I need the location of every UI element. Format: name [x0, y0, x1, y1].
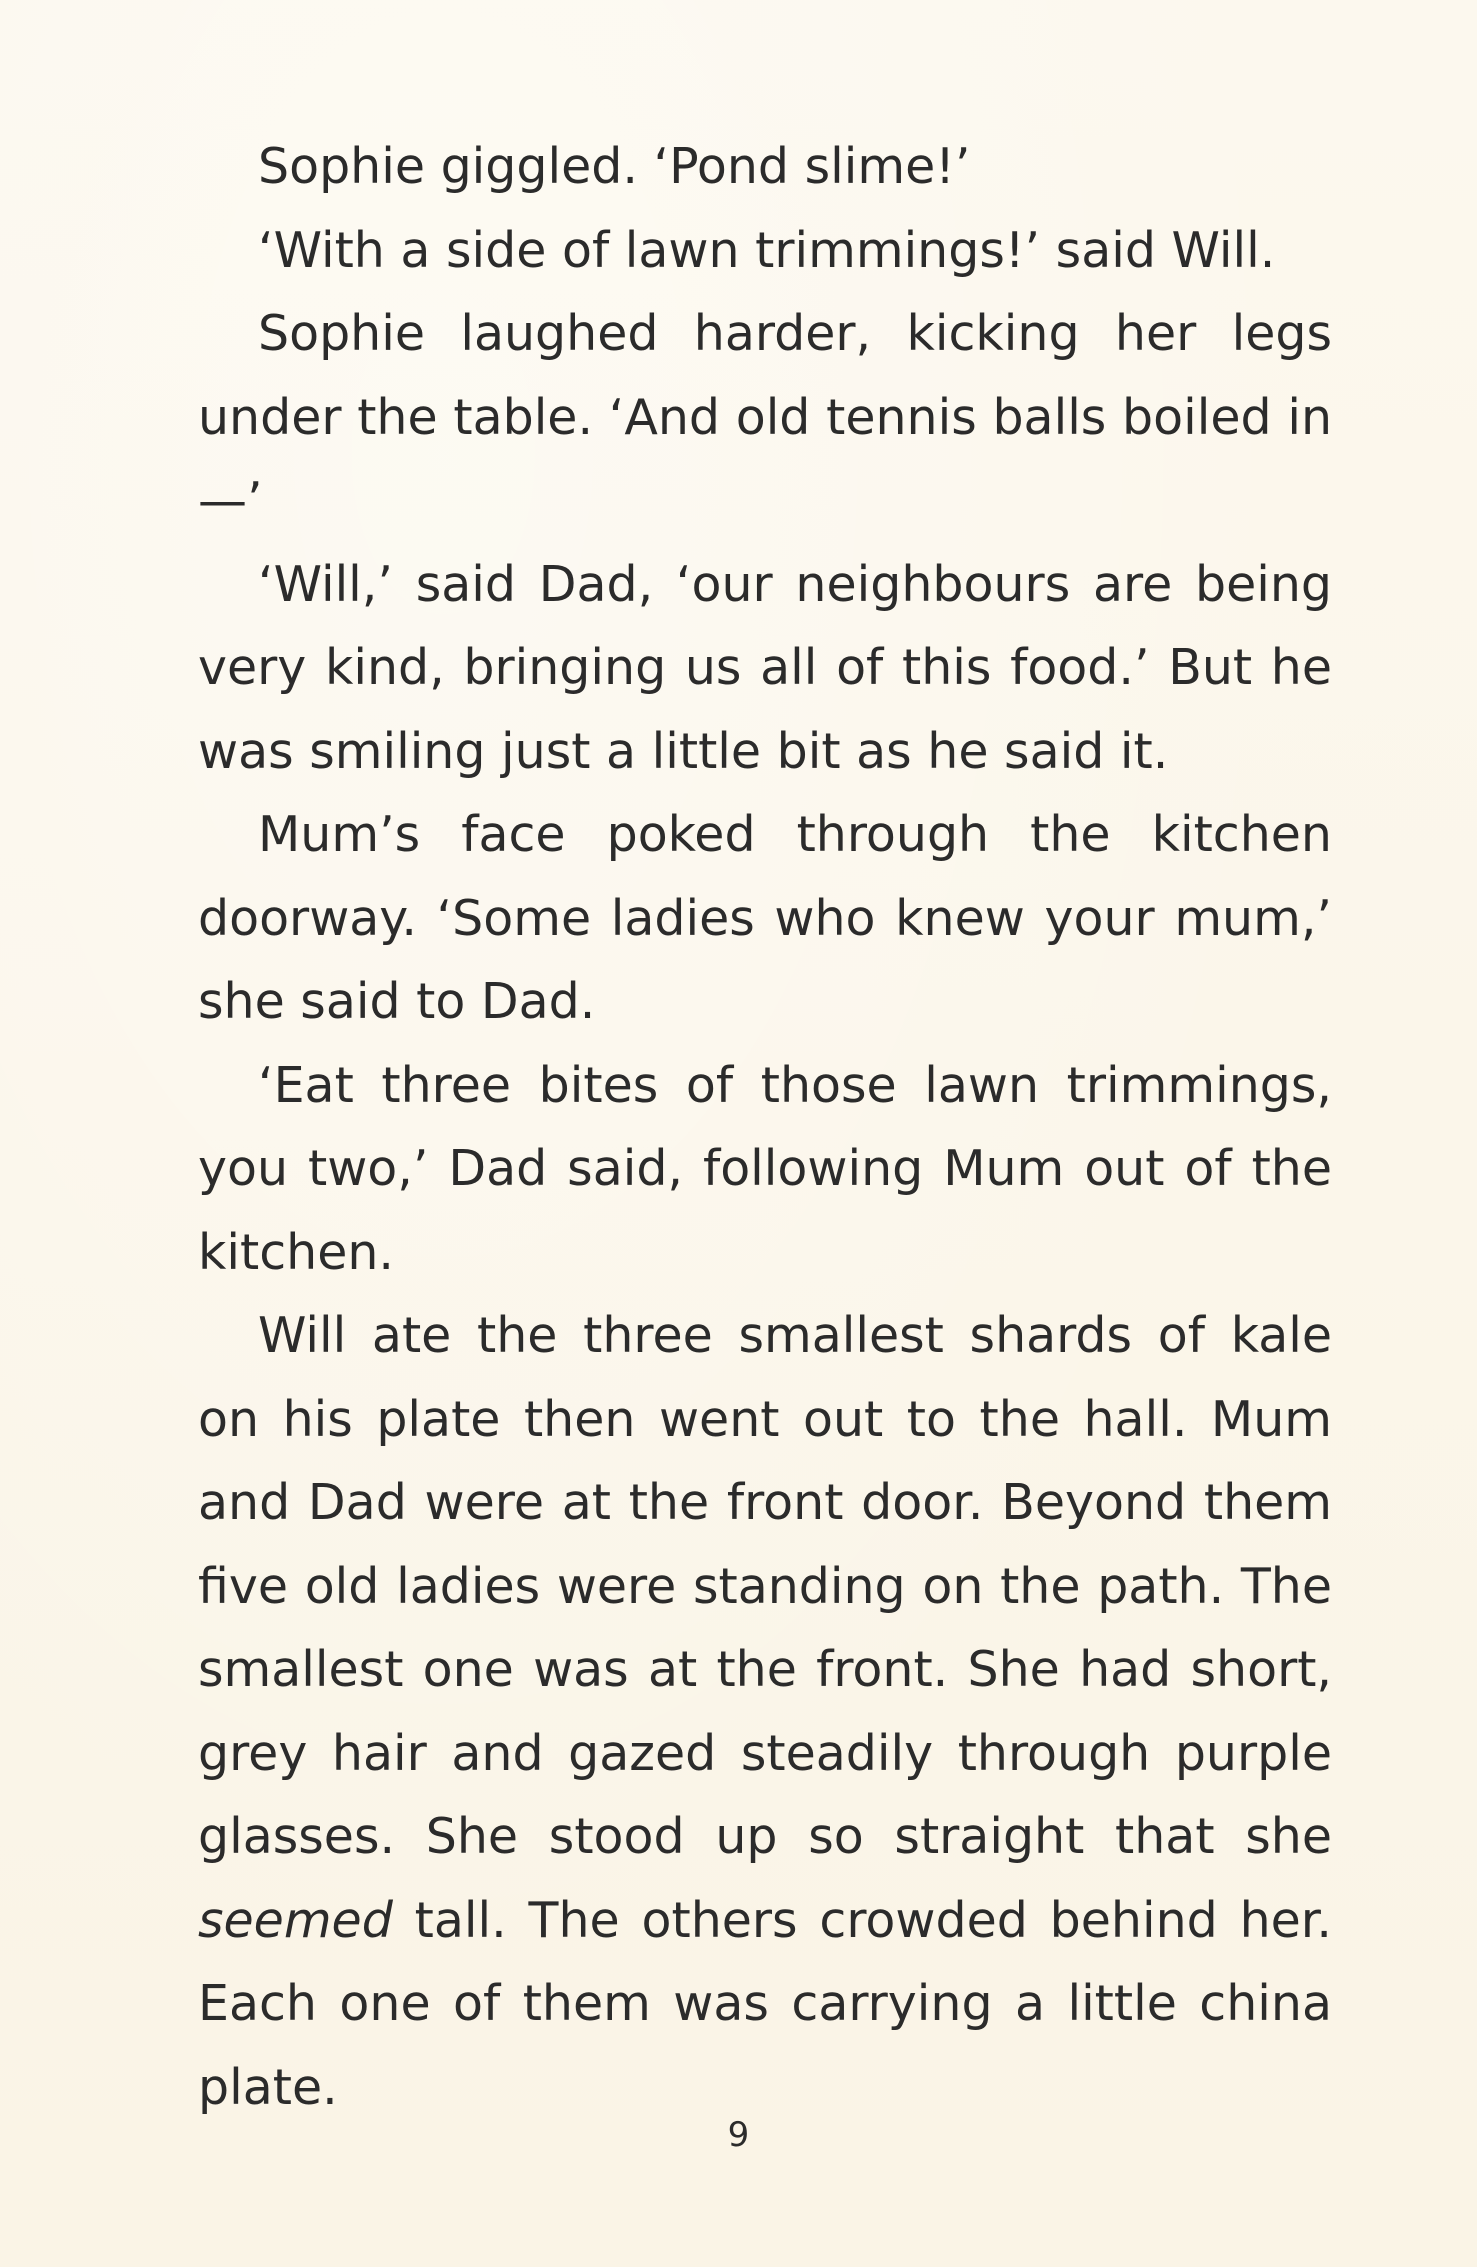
- paragraph: Sophie laughed harder, kicking her legs under the table. ‘And old tennis balls boiled in—’: [198, 305, 1332, 529]
- paragraph: ‘Eat three bites of those lawn trimmings, you two,’ Dad said, following Mum out of the kitchen.: [198, 1056, 1332, 1281]
- paragraph: ‘Will,’ said Dad, ‘our neighbours are being very kind, bringing us all of this food.’ But he was smiling just a little bit as he said it.: [198, 555, 1332, 780]
- body-text: [198, 125, 1332, 2129]
- paragraph: Mum’s face poked through the kitchen doorway. ‘Some ladies who knew your mum,’ she said to Dad.: [198, 806, 1332, 1030]
- paragraph: ‘With a side of lawn trimmings!’ said Will.: [258, 221, 1276, 279]
- paragraph-text: tall. The others crowded behind her. Each one of them was carrying a little china plate.: [198, 1891, 1332, 2116]
- paragraph: Sophie giggled. ‘Pond slime!’: [258, 138, 971, 195]
- emphasized-word: seemed: [198, 1891, 393, 1949]
- paragraph-text: Will ate the three smallest shards of kale on his plate then went out to the hall. Mum and Dad were at the front door. Beyond them five old ladies were standing on the path. The smallest one was at the front. She had short, grey hair and gazed steadily through purple glasses. She stood up so straight that she: [198, 1307, 1332, 1865]
- paragraph: [198, 1294, 1332, 2129]
- page-number: 9: [727, 2115, 750, 2155]
